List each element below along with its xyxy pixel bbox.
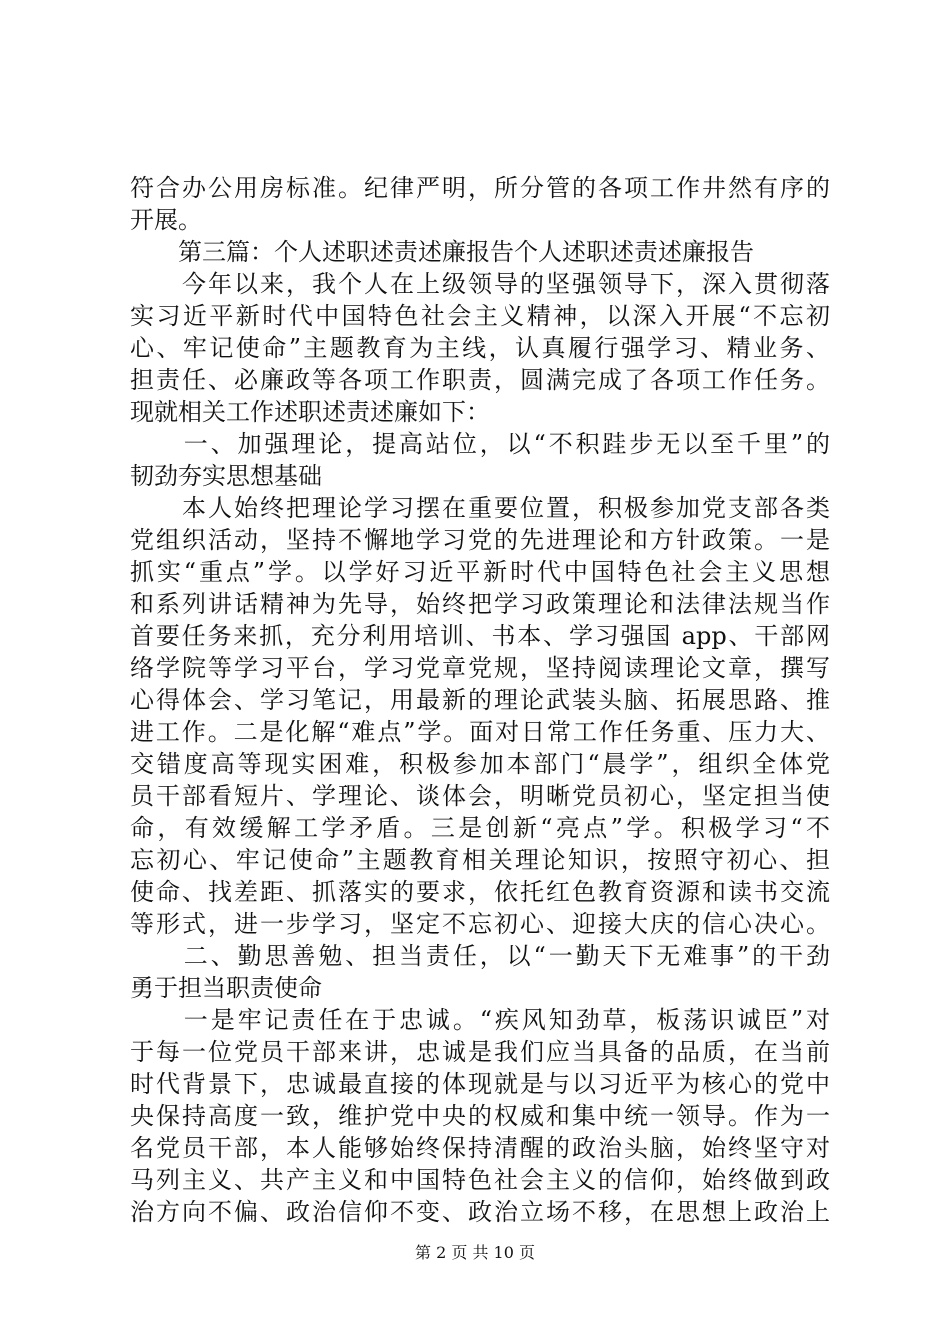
text-line: 时代背景下，忠诚最直接的体现就是与以习近平为核心的党中 — [130, 1070, 830, 1098]
text-line: 心得体会、学习笔记，用最新的理论武装头脑、拓展思路、推 — [130, 686, 830, 714]
text-line: 符合办公用房标准。纪律严明，所分管的各项工作井然有序的 — [130, 174, 830, 202]
text-line: 开展。 — [130, 206, 202, 234]
text-line: 勇于担当职责使命 — [130, 974, 322, 1002]
text-line: 忘初心、牢记使命”主题教育相关理论知识，按照守初心、担 — [130, 846, 830, 874]
text-line: 一是牢记责任在于忠诚。“疾风知劲草，板荡识诚臣”对 — [130, 1006, 830, 1034]
text-line: 交错度高等现实困难，积极参加本部门“晨学”，组织全体党 — [130, 750, 830, 778]
text-line: 于每一位党员干部来讲，忠诚是我们应当具备的品质，在当前 — [130, 1038, 830, 1066]
text-line: 央保持高度一致，维护党中央的权威和集中统一领导。作为一 — [130, 1102, 830, 1130]
text-line: 第三篇：个人述职述责述廉报告个人述职述责述廉报告 — [130, 238, 754, 266]
text-line: 首要任务来抓，充分利用培训、书本、学习强国 app、干部网 — [130, 622, 830, 650]
text-line: 本人始终把理论学习摆在重要位置，积极参加党支部各类 — [130, 494, 830, 522]
text-line: 名党员干部，本人能够始终保持清醒的政治头脑，始终坚守对 — [130, 1134, 830, 1162]
text-line: 实习近平新时代中国特色社会主义精神，以深入开展“不忘初 — [130, 302, 830, 330]
text-line: 治方向不偏、政治信仰不变、政治立场不移，在思想上政治上 — [130, 1198, 830, 1226]
text-line: 员干部看短片、学理论、谈体会，明晰党员初心，坚定担当使 — [130, 782, 830, 810]
text-line: 使命、找差距、抓落实的要求，依托红色教育资源和读书交流 — [130, 878, 830, 906]
text-line: 二、勤思善勉、担当责任，以“一勤天下无难事”的干劲 — [130, 942, 830, 970]
text-line: 络学院等学习平台，学习党章党规，坚持阅读理论文章，撰写 — [130, 654, 830, 682]
text-line: 进工作。二是化解“难点”学。面对日常工作任务重、压力大、 — [130, 718, 830, 746]
page-footer: 第 2 页 共 10 页 — [415, 1243, 535, 1262]
text-line: 党组织活动，坚持不懈地学习党的先进理论和方针政策。一是 — [130, 526, 830, 554]
text-line: 命，有效缓解工学矛盾。三是创新“亮点”学。积极学习“不 — [130, 814, 830, 842]
text-line: 等形式，进一步学习，坚定不忘初心、迎接大庆的信心决心。 — [130, 910, 830, 938]
text-line: 心、牢记使命”主题教育为主线，认真履行强学习、精业务、 — [130, 334, 830, 362]
text-line: 抓实“重点”学。以学好习近平新时代中国特色社会主义思想 — [130, 558, 830, 586]
text-line: 马列主义、共产主义和中国特色社会主义的信仰，始终做到政 — [130, 1166, 830, 1194]
text-line: 今年以来，我个人在上级领导的坚强领导下，深入贯彻落 — [130, 270, 830, 298]
document-body — [130, 172, 830, 1228]
text-line: 和系列讲话精神为先导，始终把学习政策理论和法律法规当作 — [130, 590, 830, 618]
text-line: 韧劲夯实思想基础 — [130, 462, 322, 490]
text-line: 现就相关工作述职述责述廉如下： — [130, 398, 490, 426]
text-line: 一、加强理论，提高站位，以“不积跬步无以至千里”的 — [130, 430, 830, 458]
text-line: 担责任、必廉政等各项工作职责，圆满完成了各项工作任务。 — [130, 366, 830, 394]
